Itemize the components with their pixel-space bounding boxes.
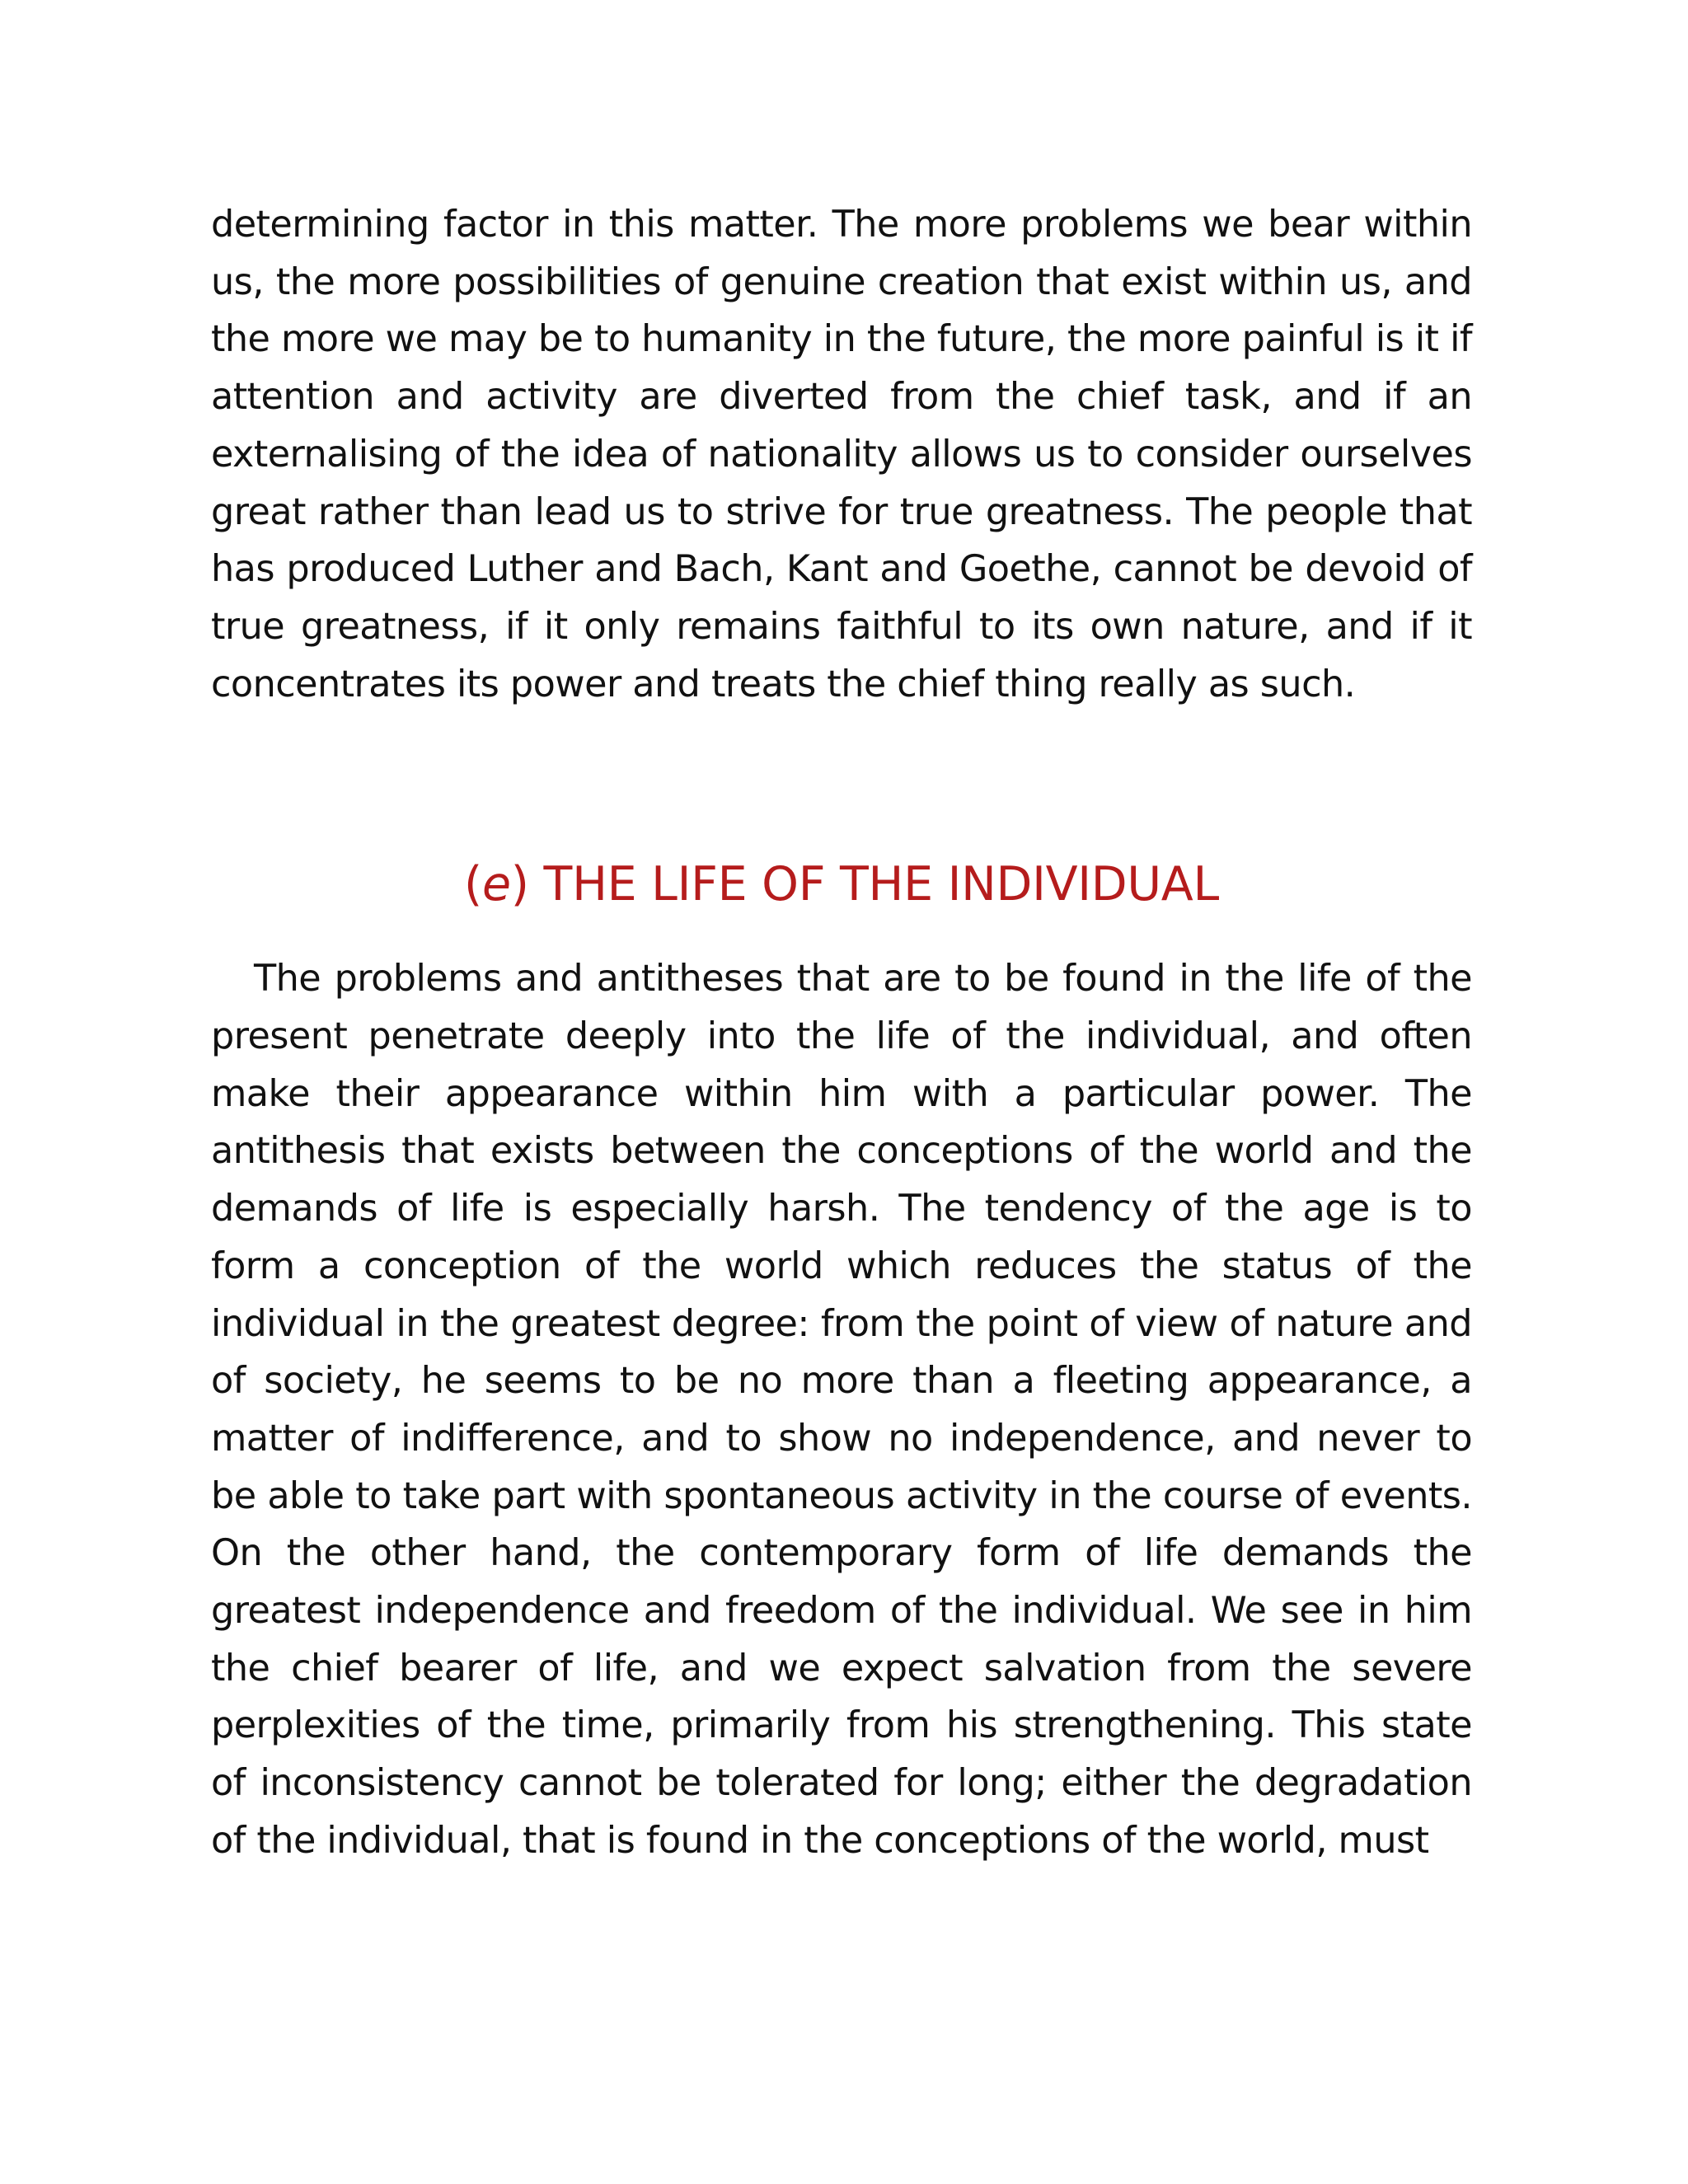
section-heading bbox=[211, 851, 1472, 917]
page-content bbox=[211, 196, 1472, 1870]
heading-title: THE LIFE OF THE INDIVIDUAL bbox=[528, 857, 1219, 912]
heading-section-letter: e bbox=[482, 857, 511, 912]
body-paragraph-continued: determining factor in this matter. The more problems we bear within us, the more possibilities of genuine creation that exist within us, and the more we may be to humanity in the future, the more painful is it if attention and activity are diverted from the chief task, and if an externalising of the idea of nationality allows us to consider ourselves great rather than lead us to strive for true greatness. The people that has produced Luther and Bach, Kant and Goethe, cannot be devoid of true greatness, if it only remains faithful to its own nature, and if it concentrates its power and treats the chief thing really as such. bbox=[211, 204, 1472, 705]
heading-close-paren: ) bbox=[510, 857, 529, 912]
body-paragraph: The problems and antitheses that are to be found in the life of the present penetrate deeply into the life of the individual, and often make their appearance within him with a particular power. The antithesis that exists between the conceptions of the world and the demands of life is especially harsh. The tendency of the age is to form a conception of the world which reduces the status of the individual in the greatest degree: from the point of view of nature and of society, he seems to be no more than a fleeting appearance, a matter of indifference, and to show no independence, and never to be able to take part with spontaneous activity in the course of events. On the other hand, the contemporary form of life demands the greatest independence and freedom of the individual. We see in him the chief bearer of life, and we expect salvation from the severe perplexities of the time, primarily from his strengthening. This state of inconsistency cannot be tolerated for long; either the degradation of the individual, that is found in the conceptions of the world, must bbox=[211, 958, 1472, 1862]
heading-open-paren: ( bbox=[464, 857, 482, 912]
